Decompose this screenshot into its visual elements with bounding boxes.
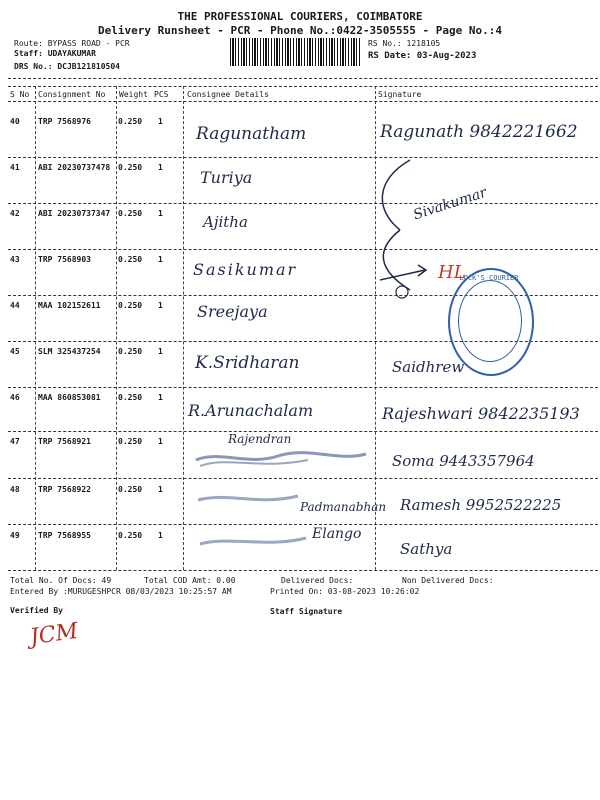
- row-weight: 0.250: [118, 393, 143, 402]
- signature-bracket: [370, 150, 450, 300]
- col-divider: [35, 86, 36, 570]
- handwritten-consignee: Elango: [312, 526, 362, 542]
- row-weight: 0.250: [118, 347, 143, 356]
- scribble-marks: [188, 448, 378, 548]
- row-consignment: TRP 7568955: [38, 531, 91, 540]
- row-pcs: 1: [158, 437, 163, 446]
- row-sno: 45: [10, 347, 20, 356]
- handwritten-signature: Soma 9443357964: [392, 452, 535, 470]
- handwritten-consignee: Sasikumar: [193, 260, 298, 279]
- row-consignment: TRP 7568922: [38, 485, 91, 494]
- row-sno: 47: [10, 437, 20, 446]
- row-weight: 0.250: [118, 485, 143, 494]
- route-label: Route: BYPASS ROAD - PCR: [14, 39, 130, 48]
- handwritten-signature: Sivakumar: [411, 184, 489, 224]
- col-divider: [183, 86, 184, 570]
- verifier-initials: JCM: [28, 618, 80, 651]
- handwritten-consignee: Ajitha: [203, 213, 248, 231]
- staff-label: Staff: UDAYAKUMAR: [14, 49, 96, 58]
- row-rule: [8, 570, 598, 571]
- row-sno: 46: [10, 393, 20, 402]
- col-consignee: Consignee Details: [187, 90, 269, 99]
- company-title: THE PROFESSIONAL COURIERS, COIMBATORE: [177, 10, 423, 23]
- col-divider: [116, 86, 117, 570]
- row-sno: 42: [10, 209, 20, 218]
- row-sno: 43: [10, 255, 20, 264]
- row-pcs: 1: [158, 255, 163, 264]
- row-consignment: MAA 102152611: [38, 301, 101, 310]
- handwritten-signature: Sathya: [400, 540, 453, 558]
- row-pcs: 1: [158, 117, 163, 126]
- col-weight: Weight: [119, 90, 148, 99]
- total-cod: Total COD Amt: 0.00: [144, 576, 236, 585]
- row-weight: 0.250: [118, 301, 143, 310]
- handwritten-consignee: R.Arunachalam: [188, 401, 314, 420]
- handwritten-consignee: Padmanabhan: [300, 500, 387, 514]
- drs-number: DRS No.: DCJB121810504: [14, 62, 120, 71]
- row-weight: 0.250: [118, 531, 143, 540]
- handwritten-consignee: K.Sridharan: [195, 353, 300, 373]
- row-consignment: TRP 7568903: [38, 255, 91, 264]
- row-weight: 0.250: [118, 163, 143, 172]
- handwritten-consignee: Turiya: [200, 168, 253, 187]
- row-pcs: 1: [158, 301, 163, 310]
- handwritten-signature: HL: [438, 262, 466, 283]
- handwritten-signature: Rajeshwari 9842235193: [382, 404, 580, 423]
- row-sno: 44: [10, 301, 20, 310]
- total-docs: Total No. Of Docs: 49: [10, 576, 112, 585]
- handwritten-consignee: Ragunatham: [196, 124, 307, 144]
- printed-on: Printed On: 03-08-2023 10:26:02: [270, 587, 420, 596]
- non-delivered-docs: Non Delivered Docs:: [402, 576, 494, 585]
- row-consignment: ABI 20230737478: [38, 163, 111, 172]
- row-sno: 49: [10, 531, 20, 540]
- runsheet-subtitle: Delivery Runsheet - PCR - Phone No.:0422-3505555 - Page No.:4: [98, 24, 502, 37]
- row-consignment: TRP 7568976: [38, 117, 91, 126]
- row-sno: 40: [10, 117, 20, 126]
- col-consignment: Consignment No: [38, 90, 106, 99]
- row-rule: [8, 431, 598, 432]
- row-pcs: 1: [158, 209, 163, 218]
- row-rule: [8, 387, 598, 388]
- rs-number: RS No.: 1218105: [368, 39, 441, 48]
- row-weight: 0.250: [118, 437, 143, 446]
- rs-date: RS Date: 03-Aug-2023: [368, 51, 477, 61]
- col-signature: Signature: [378, 90, 422, 99]
- staff-signature-label: Staff Signature: [270, 607, 343, 616]
- row-sno: 48: [10, 485, 20, 494]
- row-rule: [8, 157, 598, 158]
- row-pcs: 1: [158, 531, 163, 540]
- row-pcs: 1: [158, 393, 163, 402]
- rule-top: [8, 78, 598, 79]
- row-rule: [8, 203, 598, 204]
- col-sno: S No: [10, 90, 30, 99]
- verified-by-label: Verified By: [10, 606, 63, 615]
- stamp-text: LOCK'S COURIER: [459, 274, 519, 282]
- col-pcs: PCS: [154, 90, 169, 99]
- company-stamp: [448, 268, 534, 376]
- handwritten-consignee: Sreejaya: [197, 302, 268, 321]
- row-weight: 0.250: [118, 117, 143, 126]
- row-weight: 0.250: [118, 255, 143, 264]
- barcode: [230, 38, 360, 66]
- row-consignment: MAA 860853081: [38, 393, 101, 402]
- delivered-docs: Delivered Docs:: [281, 576, 354, 585]
- entered-by: Entered By :MURUGESHPCR 08/03/2023 10:25:57 AM: [10, 587, 232, 596]
- row-pcs: 1: [158, 347, 163, 356]
- row-weight: 0.250: [118, 209, 143, 218]
- row-consignment: ABI 20230737347: [38, 209, 111, 218]
- row-consignment: TRP 7568921: [38, 437, 91, 446]
- handwritten-signature: Ramesh 9952522225: [400, 496, 562, 514]
- row-pcs: 1: [158, 163, 163, 172]
- handwritten-signature: Ragunath 9842221662: [380, 122, 578, 142]
- handwritten-consignee: Rajendran: [228, 432, 292, 446]
- row-rule: [8, 249, 598, 250]
- handwritten-signature: Saidhrew: [392, 358, 465, 376]
- row-pcs: 1: [158, 485, 163, 494]
- rule-top-2: [8, 86, 598, 87]
- row-consignment: SLM 325437254: [38, 347, 101, 356]
- row-sno: 41: [10, 163, 20, 172]
- rule-header-bottom: [8, 101, 598, 102]
